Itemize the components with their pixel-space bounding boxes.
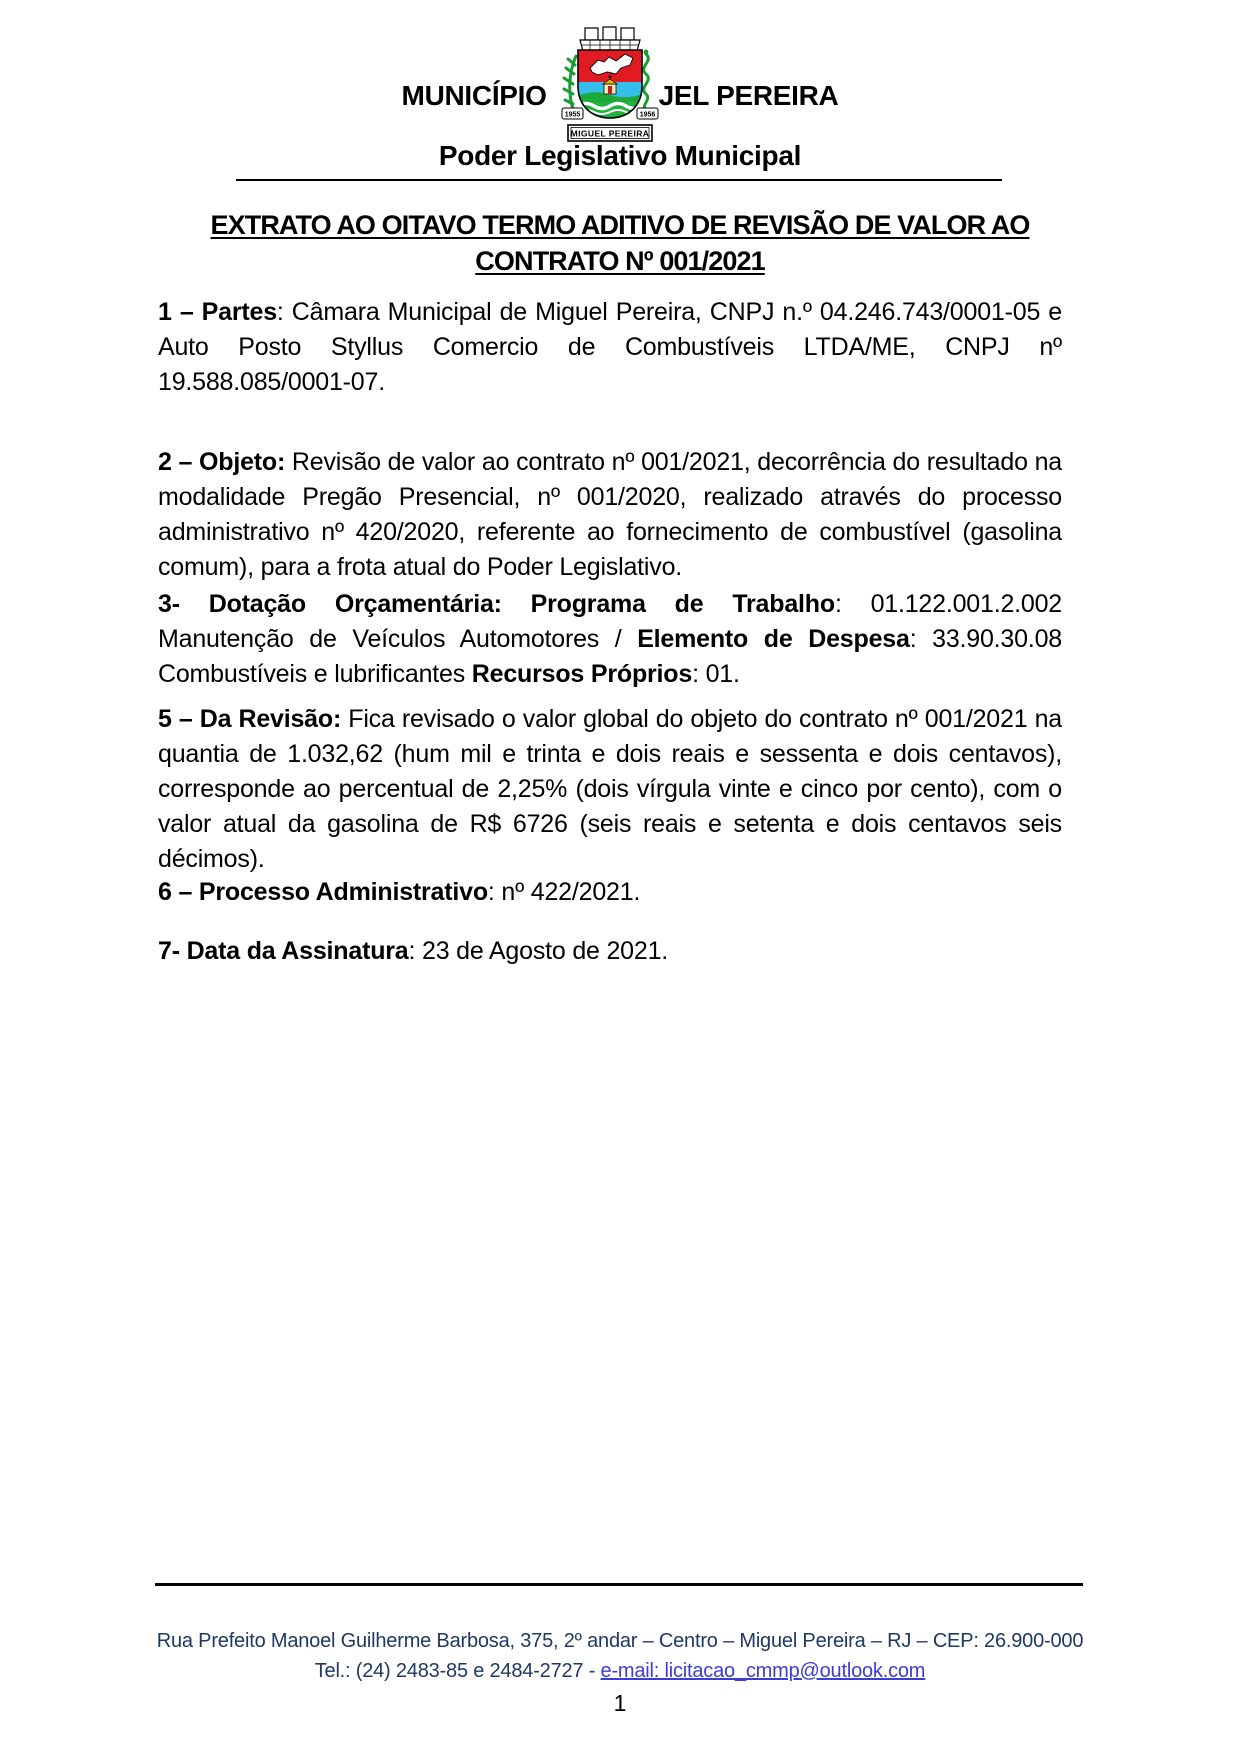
header-divider [236, 179, 1002, 181]
municipality-title [0, 80, 1240, 112]
page-number: 1 [613, 1690, 627, 1716]
crest-banner [568, 125, 652, 141]
crest-banner-label: MIGUEL PEREIRA [570, 128, 650, 139]
footer-contact [0, 1660, 1240, 1683]
municipality-title-right: JEL PEREIRA [658, 80, 839, 111]
year-right-label: 1956 [639, 111, 656, 119]
paragraph: 2 – Objeto: Revisão de valor ao contrato nº 001/2021, decorrência do resultado na modalidade Pregão Presencial, nº 001/2020, realizado através do processo administrativo nº 420/2020, referente ao fornecimento de combustível (gasolina comum), para a frota atual do Poder Legislativo. [158, 448, 1062, 581]
document-title-line1: EXTRATO AO OITAVO TERMO ADITIVO DE REVISÃO DE VALOR AO [210, 210, 1030, 240]
document-title [158, 207, 1082, 279]
paragraph: 5 – Da Revisão: Fica revisado o valor global do objeto do contrato nº 001/2021 na quantia de 1.032,62 (hum mil e trinta e dois reais e sessenta e dois centavos), corresponde ao percentual de 2,25% (dois vírgula vinte e cinco por cento), com o valor atual da gasolina de R$ 6726 (seis reais e setenta e dois centavos seis décimos). [158, 705, 1062, 873]
crown-icon [580, 27, 640, 51]
document-title-line2: CONTRATO Nº 001/2021 [475, 246, 765, 276]
footer-phone: Tel.: (24) 2483-85 e 2484-2727 - [314, 1660, 601, 1682]
email-link[interactable]: e-mail: licitacao_cmmp@outlook.com [600, 1660, 926, 1682]
paragraph: 3- Dotação Orçamentária: Programa de Trabalho: 01.122.001.2.002 Manutenção de Veículos Automotores / Elemento de Despesa: 33.90.30.08 Combustíveis e lubrificantes Recursos Próprios: 01. [158, 590, 1063, 688]
header-subtitle: Poder Legislativo Municipal [438, 140, 802, 171]
footer-divider [155, 1583, 1083, 1586]
year-left-label: 1955 [564, 111, 581, 119]
paragraph: 1 – Partes: Câmara Municipal de Miguel Pereira, CNPJ n.º 04.246.743/0001-05 e Auto Posto Styllus Comercio de Combustíveis LTDA/ME, CNPJ nº 19.588.085/0001-07. [158, 298, 1062, 396]
municipality-title-left: MUNICÍPIO [401, 80, 547, 111]
paragraph: 7- Data da Assinatura: 23 de Agosto de 2021. [158, 937, 669, 965]
footer-address: Rua Prefeito Manoel Guilherme Barbosa, 375, 2º andar – Centro – Miguel Pereira – RJ – CEP: 26.900-000 [156, 1630, 1084, 1652]
paragraph: 6 – Processo Administrativo: nº 422/2021. [158, 878, 641, 906]
